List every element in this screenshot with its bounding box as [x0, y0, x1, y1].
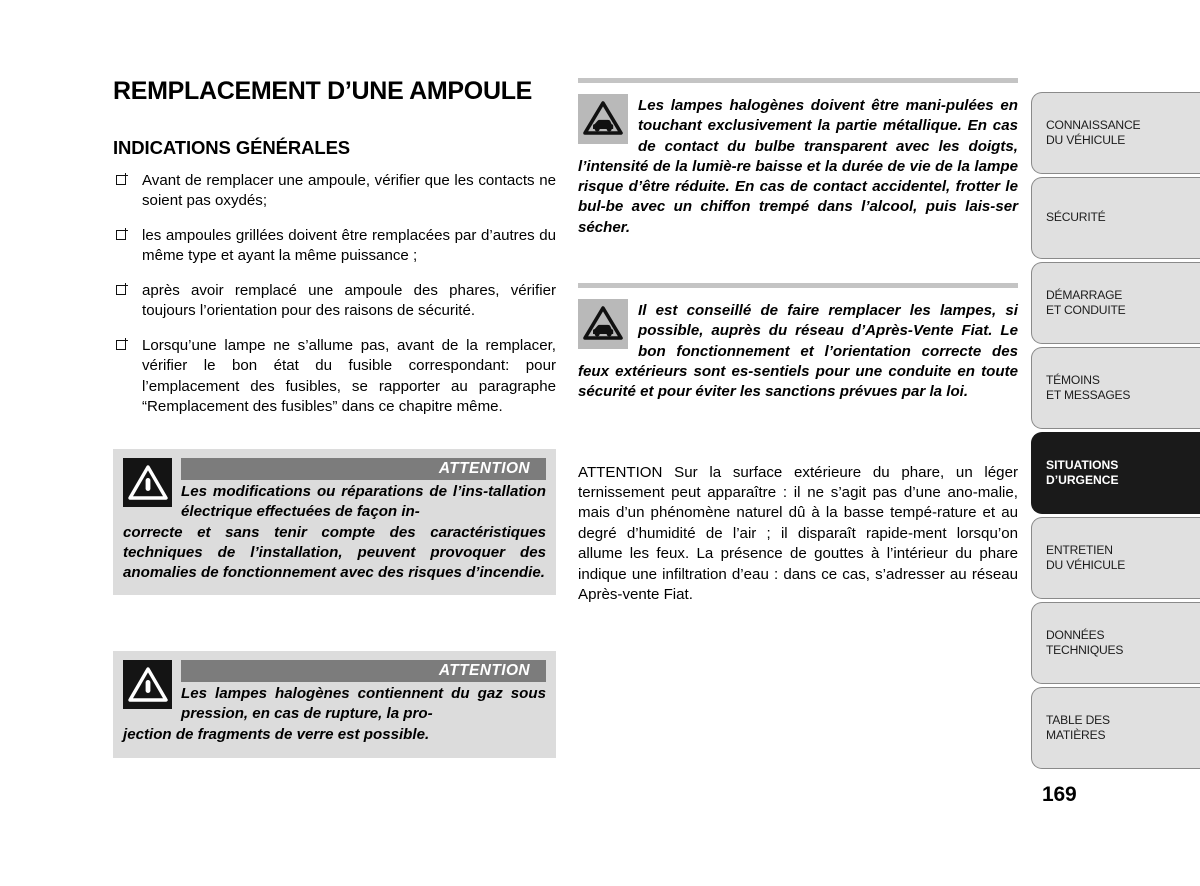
separator-bar — [578, 78, 1018, 83]
square-bullet-icon — [116, 285, 126, 295]
right-column — [578, 78, 1018, 606]
attention-box-electrical — [113, 449, 556, 595]
attention-label: ATTENTION — [438, 460, 530, 477]
tab-label-line2: MATIÈRES — [1046, 728, 1106, 742]
list-item — [113, 281, 556, 322]
list-item — [113, 226, 556, 267]
page-title: REMPLACEMENT D’UNE AMPOULE — [113, 77, 533, 105]
list-item-text: Lorsqu’une lampe ne s’allume pas, avant de la remplacer, vérifier le bon état du fusible correspondant: pour l’emplacement des fusibles, se rapporter au paragraphe “Remplacement des fusibles” dans ce chapitre même. — [142, 336, 556, 416]
list-item-text: les ampoules grillées doivent être remplacées par d’autres du même type et ayant la même puissance ; — [142, 226, 556, 265]
attention-label-bar — [181, 458, 546, 480]
sidebar-tab-situations-durgence[interactable] — [1031, 432, 1200, 514]
tab-label-line2: DU VÉHICULE — [1046, 558, 1126, 572]
tab-label-line1: SÉCURITÉ — [1046, 210, 1106, 225]
square-bullet-icon — [116, 230, 126, 240]
tab-label-line1: TABLE DES — [1046, 712, 1110, 727]
list-item-text: après avoir remplacé une ampoule des phares, vérifier toujours l’orientation pour des raisons de sécurité. — [142, 281, 556, 320]
square-bullet-icon — [116, 340, 126, 350]
attention-box-halogen — [113, 651, 556, 757]
sidebar-tab-entretien-du-vehicule[interactable] — [1031, 517, 1200, 599]
attention-text-body: jection de fragments de verre est possible. — [123, 726, 430, 744]
tab-label-line1: CONNAISSANCE — [1046, 117, 1141, 132]
sidebar-tab-demarrage-et-conduite[interactable] — [1031, 262, 1200, 344]
tab-label-line1: DÉMARRAGE — [1046, 287, 1123, 302]
tab-label-line1: SITUATIONS — [1046, 457, 1119, 472]
warning-text: Les lampes halogènes doivent être mani-pulées en touchant exclusivement la partie métallique. En cas de contact du bulbe transparent avec les doigts, l’intensité de la lumiè-re baisse et la durée de vie de la lampe risque d’être réduite. En cas de contact accidentel, frotter le bul-be avec un chiffon trempé dans l’alcool, puis lais-ser sécher. — [578, 97, 1018, 236]
attention-text-indented: Les modifications ou réparations de l’ins-tallation électrique effectuées de façon in- — [181, 483, 546, 521]
warning-exclamation-triangle-icon — [123, 660, 172, 709]
sidebar-tab-securite[interactable] — [1031, 177, 1200, 259]
general-indications-list — [113, 171, 556, 418]
square-bullet-icon — [116, 175, 126, 185]
warning-triangle-car-icon — [578, 94, 628, 144]
page-number: 169 — [1042, 783, 1077, 806]
attention-label-bar — [181, 660, 546, 682]
warning-block-halogen-handling — [578, 94, 1018, 238]
left-column — [113, 78, 556, 758]
tab-label-line2: ET CONDUITE — [1046, 303, 1126, 317]
sidebar-tab-connaissance-du-vehicule[interactable] — [1031, 92, 1200, 174]
tab-label-line2: TECHNIQUES — [1046, 643, 1124, 657]
tab-label-line1: DONNÉES — [1046, 627, 1105, 642]
sidebar-tab-table-des-matieres[interactable] — [1031, 687, 1200, 769]
tab-label-line2: ET MESSAGES — [1046, 388, 1131, 402]
section-subtitle: INDICATIONS GÉNÉRALES — [113, 136, 351, 158]
separator-bar — [578, 283, 1018, 288]
sidebar-tab-temoins-et-messages[interactable] — [1031, 347, 1200, 429]
warning-block-fiat-service — [578, 299, 1018, 402]
attention-label: ATTENTION — [438, 662, 530, 680]
tab-label-line1: TÉMOINS — [1046, 372, 1100, 387]
list-item — [113, 171, 556, 212]
attention-text-body: correcte et sans tenir compte des caractéristiques techniques de l’installation, peuvent provoquer des anomalies de fonctionnement avec des risques d’incendie. — [123, 524, 546, 582]
sidebar-tab-donnees-techniques[interactable] — [1031, 602, 1200, 684]
list-item — [113, 336, 556, 418]
list-item-text: Avant de remplacer une ampoule, vérifier que les contacts ne soient pas oxydés; — [142, 171, 556, 210]
chapter-tabs — [1031, 92, 1200, 772]
attention-text-indented: Les lampes halogènes contiennent du gaz sous pression, en cas de rupture, la pro- — [181, 685, 546, 723]
tab-label-line1: ENTRETIEN — [1046, 542, 1113, 557]
warning-triangle-car-icon — [578, 299, 628, 349]
tab-label-line2: D’URGENCE — [1046, 473, 1119, 487]
body-paragraph: ATTENTION Sur la surface extérieure du phare, un léger ternissement peut apparaître : il ne s’agit pas d’une ano-malie, mais d’un phénomène naturel dû à la basse tempé-rature et au degré d’humidité de l’air ; il disparaît rapide-ment lorsqu’on allume les feux. La présence de gouttes à l’intérieur du phare indique une infiltration d’eau : dans ce cas, s’adresser au réseau Après-vente Fiat. — [578, 463, 1018, 604]
warning-exclamation-triangle-icon — [123, 458, 172, 507]
tab-label-line2: DU VÉHICULE — [1046, 133, 1126, 147]
warning-text: Il est conseillé de faire remplacer les lampes, si possible, auprès du réseau d’Après-Vente Fiat. Le bon fonctionnement et l’orientation correcte des feux extérieurs sont es-sentiels pour une conduite en toute sécurité et pour éviter les sanctions prévues par la loi. — [578, 302, 1018, 401]
